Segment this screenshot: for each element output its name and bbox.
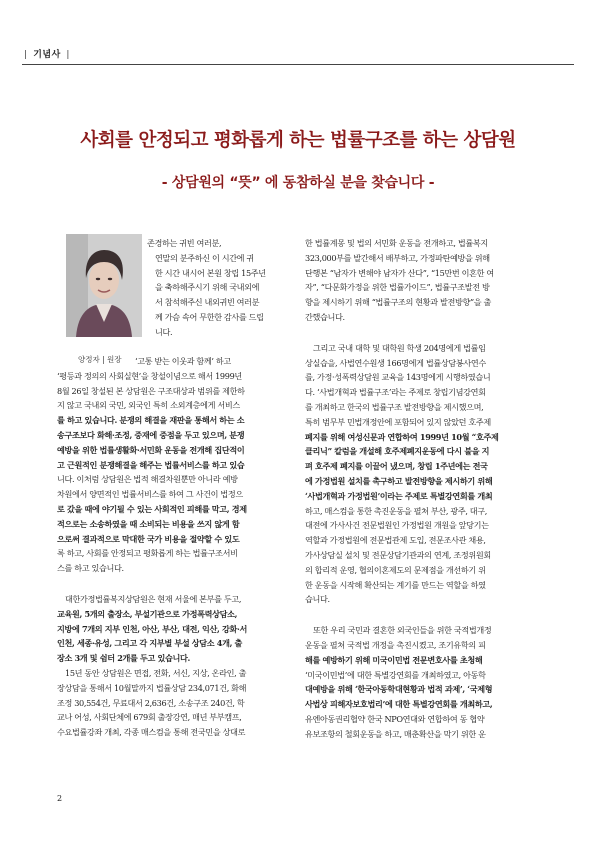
text-line: 대전에 가사사건 전문법원인 가정법원 개원을 앞당기는 <box>305 520 489 531</box>
paragraph-gap <box>305 607 543 623</box>
text-line: 로 갔을 때에 야기될 수 있는 사회적인 피해를 막고, 경제 <box>57 503 247 514</box>
text-line: 니다. 이처럼 상담원은 법적 해결차원뿐만 아니라 예방 <box>57 474 238 485</box>
text-line: ‘고통 받는 이웃과 함께’ 하고 <box>135 356 231 366</box>
text-line: 의 합리적 운영, 협의이혼제도의 문제점을 개선하기 위 <box>305 564 486 575</box>
section-label-text: 기념사 <box>33 50 61 60</box>
text-line: 한 운동을 시작해 확산되는 계기를 만드는 역할을 하였 <box>305 579 486 590</box>
intro-line: 연말의 분주하신 이 시간에 귀 <box>155 252 254 263</box>
text-line: 대예방을 위해 ‘한국아동학대현황과 법적 과제’, ‘국제형 <box>305 684 493 695</box>
text-line: 차원에서 양면적인 법률서비스를 하여 그 사건이 법정으 <box>57 489 243 500</box>
text-line: 펴 호주제 폐지를 이끌어 냈으며, 창립 1주년에는 전국 <box>305 461 488 472</box>
text-line: 323,000부를 발간해서 배부하고, 가정파탄예방을 위해 <box>305 252 490 263</box>
text-line: 또한 우리 국민과 결혼한 외국인들을 위한 국적법개정 <box>313 625 492 636</box>
text-line: 자”, “다문화가정을 위한 법률가이드”, 법률구조발전 방 <box>305 282 490 293</box>
text-line: 교나 어성, 사회단체에 679회 출장강연, 매년 부부캠프, <box>57 712 242 723</box>
intro-line: 존경하는 귀빈 여러분, <box>147 238 222 248</box>
text-line: 송구조보다 화해·조정, 중재에 중점을 두고 있으며, 분쟁 <box>57 429 245 440</box>
text-line: 유보조항의 철회운동을 하고, 매춘확산을 막기 위한 운 <box>305 728 486 739</box>
text-line: 다. ‘사법개혁과 법률구조’라는 주제로 창립기념강연회 <box>305 387 486 398</box>
text-line: 스를 하고 있습니다. <box>57 563 124 574</box>
text-line: 그리고 국내 대학 및 대학원 학생 204명에게 법률임 <box>313 342 486 353</box>
text-line: 교육원, 5개의 출장소, 부설기관으로 가정폭력상담소, <box>57 608 238 619</box>
text-line: 적으로는 소송하였을 때 소비되는 비용을 쓰지 않게 함 <box>57 518 240 529</box>
intro-line: 께 가슴 속어 무한한 감사를 드립 <box>155 311 264 322</box>
text-line: 역할과 가정법원에 전문법관제 도입, 전문조사관 채용, <box>305 535 486 546</box>
text-line: ‘미국이민법’에 대한 특별강연회를 개최하였고, 아동학 <box>305 669 486 680</box>
text-line: 향을 제시하기 위해 “법률구조의 현황과 발전방향”을 출 <box>305 297 491 308</box>
page-number: 2 <box>57 794 63 803</box>
paragraph-gap <box>57 576 293 592</box>
header-divider <box>22 64 574 65</box>
intro-line: 니다. <box>155 326 173 337</box>
text-line: 특히 범무부 민법개정안에 포함되어 있지 않았던 호주제 <box>305 416 491 427</box>
text-line: 장상담을 통해서 10월말까지 법률상담 234,071건, 화해 <box>57 682 247 693</box>
text-line: 예방을 위한 법률생활화·서민화 운동을 전개해 집단적이 <box>57 444 245 455</box>
text-line: 지방에 7개의 지부 인천, 아산, 부산, 대전, 익산, 강화·서 <box>57 623 247 634</box>
photo-caption: 양정자 | 원장 <box>78 355 122 364</box>
text-line: 를, 가정·성폭력상담원 교육을 143명에게 시행하였습니 <box>305 372 491 383</box>
article-title: 사회를 안정되고 평화롭게 하는 법률구조를 하는 상담원 <box>80 130 516 151</box>
paragraph-gap <box>305 325 543 341</box>
intro-line: 을 축하해주시기 위해 국내외에 <box>155 282 260 293</box>
text-line: 를 개최하고 한국의 법률구조 발전방향을 제시했으며, <box>305 401 484 412</box>
text-line: ‘평등과 정의의 사회실현’을 창설이념으로 해서 1999년 <box>57 370 242 381</box>
text-line: 클리닉” 칼럼을 개설해 호주제폐지운동에 다시 불을 지 <box>305 446 490 457</box>
text-line: 조정 30,554건, 무료대서 2,636건, 소송구조 240건, 학 <box>57 697 245 708</box>
text-line: 수요법률강좌 개최, 각종 매스컴을 통해 전국민을 상대로 <box>57 727 246 738</box>
text-line: 15년 동안 상담원은 면접, 전화, 서신, 지상, 온라인, 출 <box>65 667 247 678</box>
text-line: 8월 26일 창설된 본 상담원은 구조대상과 범위를 제한하 <box>57 385 245 396</box>
text-line: 습니다. <box>305 594 330 605</box>
text-line: 대한가정법률복지상담원은 현재 서울에 본부를 두고, <box>65 593 242 604</box>
text-line: 으로써 결과적으로 막대한 국가 비용을 절약할 수 있도 <box>57 533 240 544</box>
text-line: 인천, 세종·유성, 그리고 각 지부별 부설 상담소 4개, 출 <box>57 638 243 649</box>
text-line: 단행본 “남자가 변해야 남자가 산다”, “15만번 이혼한 여 <box>305 267 494 278</box>
text-line: 를 하고 있습니다. 분쟁의 해결을 재판을 통해서 하는 소 <box>57 415 245 426</box>
text-line: 한 법률계몽 및 법의 서민화 운동을 전개하고, 법률복지 <box>305 238 488 248</box>
text-line: 지 않고 국내외 국민, 외국인 특히 소외계층에게 서비스 <box>57 400 240 411</box>
intro-line: 서 참석해주신 내외귀빈 여러분 <box>155 297 260 308</box>
text-line: 록 하고, 사회를 안정되고 평화롭게 하는 법률구조서비 <box>57 548 238 559</box>
text-line: 고 근원적인 분쟁해결을 해주는 법률서비스를 하고 있습 <box>57 459 245 470</box>
text-line: 해를 예방하기 위해 미국이민법 전문변호사를 초청해 <box>305 654 483 665</box>
intro-column <box>147 236 290 340</box>
article-subtitle: - 상담원의 “뜻” 에 동참하실 분을 찾습니다 - <box>161 175 435 191</box>
text-line: 가사상담실 설치 및 전문상담기관과의 연계, 조정위원회 <box>305 549 491 560</box>
text-line: 에 가정법원 설치를 촉구하고 발전방향을 제시하기 위해 <box>305 475 493 486</box>
author-photo <box>66 234 142 337</box>
text-line: ‘사법개혁과 가정법원’이라는 주제로 특별강연회를 개최 <box>305 490 493 501</box>
left-column <box>57 354 293 740</box>
text-line: 사법상 피해자보호법리’에 대한 특별강연회를 개최하고, <box>305 699 493 710</box>
text-line: 장소 3개 및 쉼터 2개를 두고 있습니다. <box>57 653 190 664</box>
text-line: 폐지를 위해 여성신문과 연합하여 1999년 10월 “호주제 <box>305 431 499 442</box>
text-line: 하고, 매스컴을 통한 촉진운동을 펼쳐 부산, 광주, 대구, <box>305 505 488 516</box>
right-column <box>305 236 543 742</box>
text-line: 유엔아동권리협약 한국 NPO연대와 연합하여 동 협약 <box>305 713 485 724</box>
text-line: 운동을 펼쳐 국적법 개정을 촉진시켰고, 조기유학의 피 <box>305 639 486 650</box>
section-label: | 기념사 | <box>24 50 70 60</box>
text-line: 상실습을, 사법연수원생 166명에게 법률상담봉사연수 <box>305 357 486 368</box>
intro-line: 한 시간 내시어 본원 창립 15주년 <box>155 267 266 278</box>
text-line: 간했습니다. <box>305 311 345 322</box>
